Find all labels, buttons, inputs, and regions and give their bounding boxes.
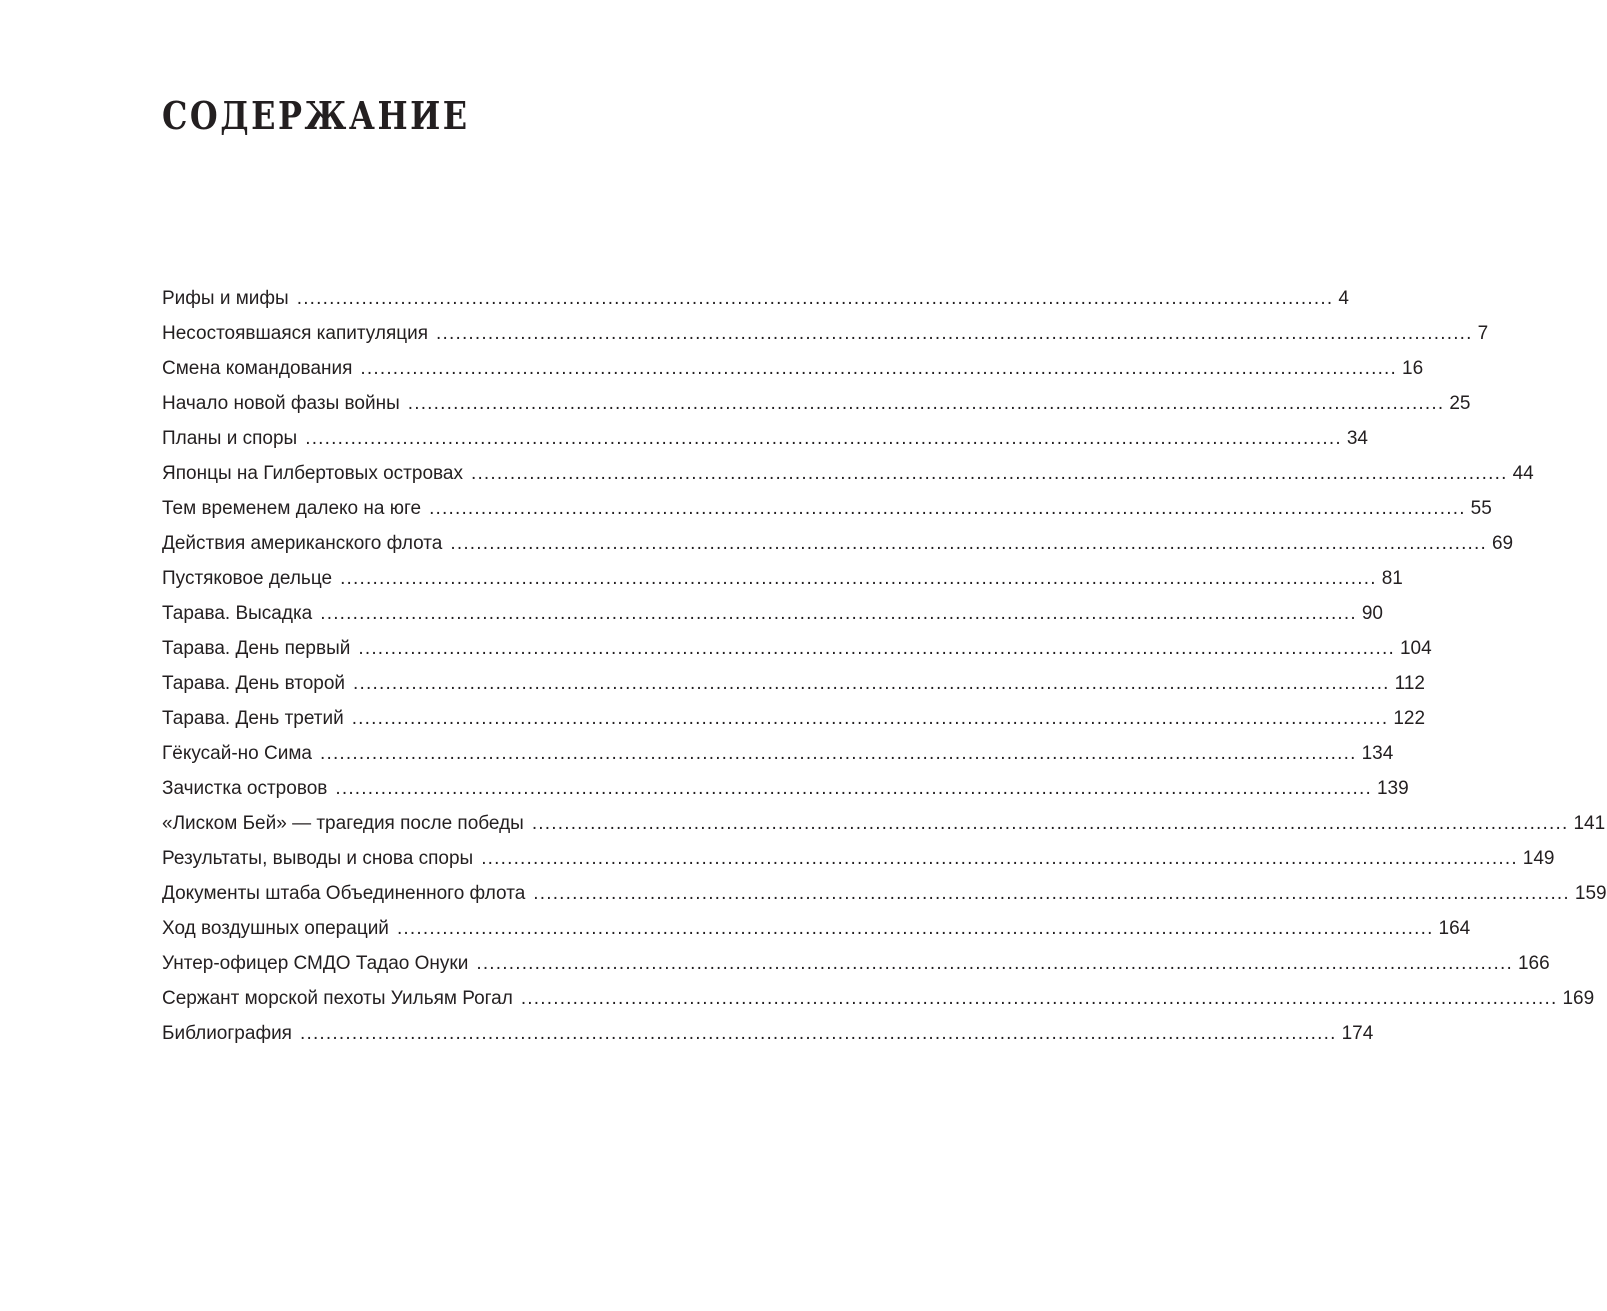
toc-entry-title: Рифы и мифы (162, 288, 289, 309)
toc-entry-page: 81 (1381, 568, 1403, 589)
toc-entry[interactable] (162, 946, 1550, 981)
toc-entry[interactable] (162, 631, 1432, 666)
toc-entry-title: Пустяковое дельце (162, 568, 333, 589)
toc-entry[interactable] (162, 1016, 1374, 1051)
toc-entry[interactable] (162, 771, 1409, 806)
toc-entry-page: 112 (1394, 673, 1425, 694)
toc-entry[interactable] (162, 456, 1534, 491)
toc-entry-title: Тарава. День первый (162, 638, 351, 659)
toc-entry[interactable] (162, 316, 1489, 351)
dot-leader: ................................................................................................................................................................ (470, 463, 1508, 484)
toc-entry-page: 69 (1491, 533, 1514, 554)
dot-leader: ................................................................................................................................................................ (520, 988, 1558, 1009)
toc-entry-title: Гёкусай-но Сима (162, 743, 312, 764)
toc-entry-page: 104 (1399, 638, 1432, 659)
toc-entry-title: Планы и споры (162, 428, 298, 449)
table-of-contents (162, 281, 1607, 1051)
dot-leader: ................................................................................................................................................................ (436, 323, 1473, 344)
toc-entry-page: 166 (1517, 953, 1550, 974)
dot-leader: ................................................................................................................................................................ (335, 778, 1372, 799)
dot-leader: ................................................................................................................................................................ (429, 498, 1466, 519)
toc-entry-title: Тарава. День второй (162, 673, 346, 694)
toc-entry-title: Сержант морской пехоты Уильям Рогал (162, 988, 513, 1009)
toc-entry-page: 174 (1341, 1023, 1374, 1044)
toc-entry-title: Библиография (162, 1023, 292, 1044)
dot-leader: ................................................................................................................................................................ (305, 428, 1342, 449)
toc-entry[interactable] (162, 876, 1607, 911)
toc-entry[interactable] (162, 351, 1424, 386)
dot-leader: ................................................................................................................................................................ (340, 568, 1377, 589)
dot-leader: ................................................................................................................................................................ (533, 883, 1570, 904)
toc-entry-title: Тем временем далеко на юге (162, 498, 422, 519)
toc-entry[interactable] (162, 701, 1426, 736)
dot-leader: ................................................................................................................................................................ (360, 358, 1398, 379)
toc-entry-page: 139 (1376, 778, 1409, 799)
toc-entry-title: Японцы на Гилбертовых островах (162, 463, 463, 484)
toc-entry-page: 25 (1449, 393, 1471, 414)
dot-leader: ................................................................................................................................................................ (353, 673, 1390, 694)
toc-entry[interactable] (162, 561, 1403, 596)
toc-entry-page: 16 (1402, 358, 1424, 379)
dot-leader: ................................................................................................................................................................ (531, 813, 1569, 834)
toc-entry-page: 141 (1573, 813, 1606, 834)
toc-entry-title: Ход воздушных операций (162, 918, 389, 939)
toc-entry-title: Результаты, выводы и снова споры (162, 848, 474, 869)
toc-entry-page: 159 (1574, 883, 1607, 904)
toc-entry-page: 34 (1346, 428, 1368, 449)
toc-entry-page: 90 (1361, 603, 1383, 624)
toc-entry-page: 122 (1393, 708, 1426, 729)
dot-leader: ................................................................................................................................................................ (351, 708, 1389, 729)
toc-entry-page: 149 (1522, 848, 1555, 869)
toc-entry-page: 134 (1361, 743, 1394, 764)
toc-entry-title: Смена командования (162, 358, 353, 379)
toc-entry-title: Тарава. Высадка (162, 603, 313, 624)
toc-entry[interactable] (162, 666, 1425, 701)
toc-entry[interactable] (162, 981, 1595, 1016)
toc-entry[interactable] (162, 911, 1471, 946)
toc-entry-page: 4 (1338, 288, 1349, 309)
toc-entry[interactable] (162, 806, 1606, 841)
toc-entry-page: 164 (1438, 918, 1471, 939)
toc-entry-title: Унтер-офицер СМДО Тадао Онуки (162, 953, 469, 974)
dot-leader: ................................................................................................................................................................ (450, 533, 1487, 554)
toc-entry-title: Несостоявшаяся капитуляция (162, 323, 429, 344)
dot-leader: ................................................................................................................................................................ (476, 953, 1513, 974)
page-title: СОДЕРЖАНИЕ (162, 93, 470, 138)
toc-entry-title: Действия американского флота (162, 533, 443, 554)
toc-entry-title: Начало новой фазы войны (162, 393, 400, 414)
toc-entry[interactable] (162, 596, 1383, 631)
toc-entry-page: 44 (1512, 463, 1534, 484)
toc-entry[interactable] (162, 421, 1368, 456)
toc-entry[interactable] (162, 491, 1492, 526)
toc-entry-page: 169 (1562, 988, 1595, 1009)
toc-entry-page: 7 (1477, 323, 1489, 344)
dot-leader: ................................................................................................................................................................ (481, 848, 1518, 869)
toc-entry-title: Документы штаба Объединенного флота (162, 883, 526, 904)
toc-entry-title: Зачистка островов (162, 778, 328, 799)
toc-entry-title: «Лиском Бей» — трагедия после победы (162, 813, 524, 834)
toc-entry[interactable] (162, 386, 1471, 421)
dot-leader: ................................................................................................................................................................ (319, 743, 1357, 764)
toc-entry-title: Тарава. День третий (162, 708, 344, 729)
toc-entry[interactable] (162, 841, 1555, 876)
toc-entry-page: 55 (1470, 498, 1492, 519)
toc-entry[interactable] (162, 736, 1394, 771)
dot-leader: ................................................................................................................................................................ (396, 918, 1434, 939)
dot-leader: ................................................................................................................................................................ (320, 603, 1357, 624)
toc-entry[interactable] (162, 281, 1349, 316)
dot-leader: ................................................................................................................................................................ (358, 638, 1395, 659)
dot-leader: ................................................................................................................................................................ (299, 1023, 1337, 1044)
dot-leader: ................................................................................................................................................................ (296, 288, 1334, 309)
toc-entry[interactable] (162, 526, 1514, 561)
dot-leader: ................................................................................................................................................................ (407, 393, 1445, 414)
